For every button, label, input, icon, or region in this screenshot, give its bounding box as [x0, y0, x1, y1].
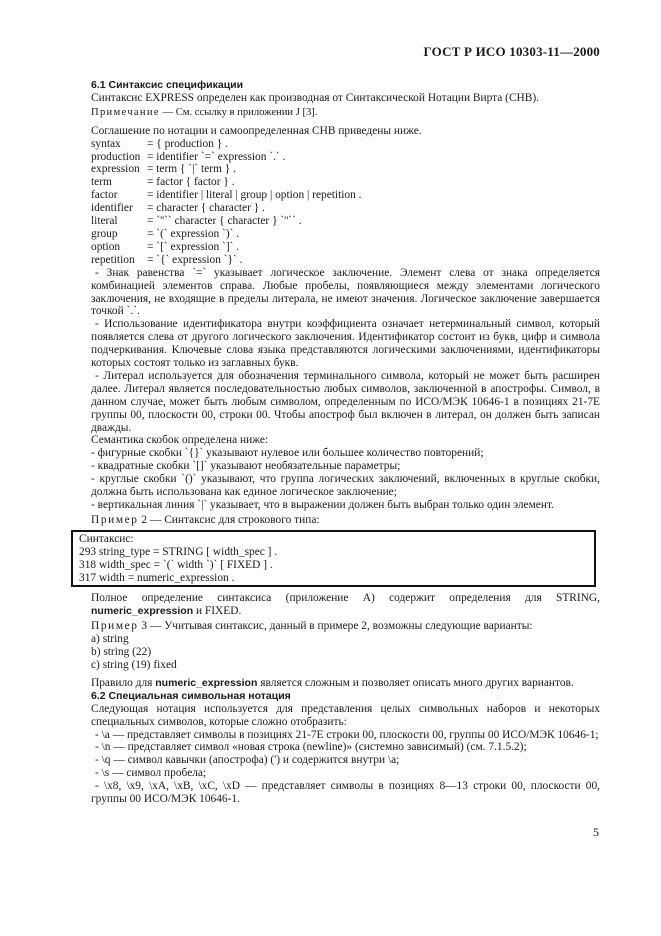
syntax-rule: [91, 254, 600, 267]
syntax-box: [71, 530, 596, 588]
syntax-rule: [91, 202, 600, 215]
syntax-rule: [91, 163, 600, 176]
syntax-rule: [91, 241, 600, 254]
bracket-item: - квадратные скобки `[]` указывают необязательные параметры;: [91, 460, 401, 473]
rule-def: = factor { factor } .: [147, 176, 235, 189]
notation-item: - \a — представляет символы в позициях 21-7Е строки 00, плоскости 00, группы 00 ИСО/МЭК 10646-1;: [95, 728, 599, 741]
syntax-rule: [91, 138, 600, 151]
example-text: 3 — Учитывая синтаксис, данный в примере 2, возможны следующие варианты:: [138, 620, 533, 633]
paragraph-s62-intro: Следующая нотация используется для представления целых символьных наборов и некоторых специальных символов, которые сложно отобразить:: [91, 702, 600, 728]
rule-name: literal: [91, 215, 118, 228]
paragraph-equals: - Знак равенства `=` указывает логическое заключение. Элемент слева от знака определяется комбинацией элементов справа. Любые пробелы, появляющиеся между элементами логического заключения, не входящие в пределы литерала, не имеют значения. Логическое заключение завершается точкой `.`.: [91, 266, 600, 318]
rule-def: = { production } .: [147, 137, 228, 150]
rule-name: expression: [91, 163, 140, 176]
bold-term: numeric_expression: [91, 605, 194, 618]
rule-name: factor: [91, 189, 118, 202]
syntax-rule: [91, 215, 600, 228]
bracket-item: - круглые скобки `()` указывают, что группа логических заключений, включенных в круглые скобки, должна быть использована как единое логическое заключение;: [91, 473, 600, 499]
notation-item: - \s — символ пробела;: [95, 767, 207, 780]
paragraph-rule: [91, 677, 600, 690]
rule-name: repetition: [91, 253, 135, 266]
document-header: ГОСТ Р ИСО 10303-11—2000: [423, 44, 600, 59]
page-number: 5: [593, 825, 599, 839]
paragraph-full-definition: [91, 592, 600, 618]
bracket-item: - вертикальная линия `|` указывает, что в выражении должен быть выбран только один элемент.: [91, 499, 554, 511]
section-heading-6-1: 6.1 Синтаксис спецификации: [91, 79, 244, 91]
example-label: Пример: [91, 620, 139, 633]
note: [91, 107, 600, 120]
rule-def: = identifier | literal | group | option | repetition .: [147, 189, 362, 202]
rule-def: = identifier `=` expression `.` .: [147, 150, 286, 163]
box-line: Синтаксис:: [79, 532, 134, 545]
variant-item: c) string (19) fixed: [91, 658, 177, 671]
text-run: Полное определение синтаксиса (приложение А) содержит определения для STRING,: [91, 592, 600, 605]
rule-def: = `[` expression `]` .: [147, 240, 240, 253]
notation-item: - \n — представляет символ «новая строка (newline)» (системно зависимый) (см. 7.1.5.2);: [95, 741, 527, 754]
paragraph-literal: - Литерал используется для обозначения терминального символа, который не может быть расширен далее. Литерал является последовательностью любых символов, заключенной в апострофы. Символ, в данном случае, может быть любым символом, определенным по ИСО/МЭК 10646-1 в позициях 21-7Е группы 00, плоскости 00, строки 00. Чтобы апостроф был включен в литерал, он должен быть записан дважды.: [91, 369, 600, 434]
variant-item: a) string: [91, 633, 129, 646]
example-2: [91, 514, 600, 527]
rule-def: = term { `|` term } .: [147, 163, 236, 176]
text-run: Правило для: [91, 676, 156, 689]
variant-item: b) string (22): [91, 646, 152, 659]
paragraph-identifier: - Использование идентификатора внутри коэффициента означает нетерминальный символ, который появляется слева от другого логического заключения. Идентификатор состоит из букв, цифр и символа подчеркивания. Ключевые слова языка представляются логическими заключениями, идентификаторы которых состоят только из заглавных букв.: [91, 318, 600, 370]
rule-def: = character { character } .: [147, 202, 265, 215]
syntax-rules: [91, 138, 600, 267]
syntax-rule: [91, 189, 600, 202]
section-heading-6-2: 6.2 Специальная символьная нотация: [91, 689, 291, 702]
bracket-item: - фигурные скобки `{}` указывают нулевое или большее количество повторений;: [91, 447, 484, 460]
example-text: 2 — Синтаксис для строкового типа:: [138, 513, 320, 526]
notation-item: - \x8, \x9, \xA, \xB, \xC, \xD — представляет символы в позициях 8—13 строки 00, плоскости 00, группы 00 ИСО/МЭК 10646-1.: [91, 780, 600, 806]
box-line: 318 width_spec = `(` width `)` [ FIXED ] .: [79, 558, 273, 571]
syntax-rule: [91, 151, 600, 164]
rule-def: = `''`` character { character } `''`` .: [147, 215, 302, 228]
rule-def: = `{` expression `}` .: [147, 253, 243, 266]
rule-name: production: [91, 150, 141, 163]
syntax-rule: [91, 176, 600, 189]
syntax-rule: [91, 228, 600, 241]
box-line: 293 string_type = STRING [ width_spec ] .: [79, 545, 278, 558]
note-text: — См. ссылку в приложении J [3].: [159, 106, 318, 118]
bold-term: numeric_expression: [155, 676, 258, 689]
note-label: Примечание: [91, 106, 160, 118]
page-body: [79, 79, 600, 806]
box-line: 317 width = numeric_expression .: [79, 571, 235, 584]
text-run: является сложным и позволяет описать много других вариантов.: [257, 676, 574, 689]
rule-name: identifier: [91, 202, 133, 215]
rule-def: = `(` expression `)` .: [147, 227, 240, 240]
rule-name: option: [91, 240, 121, 253]
rule-name: group: [91, 227, 118, 240]
text-run: и FIXED.: [193, 605, 242, 618]
example-3: [91, 620, 600, 633]
paragraph-intro: Синтаксис EXPRESS определен как производная от Синтаксической Нотации Вирта (СНВ).: [91, 91, 540, 104]
rule-name: term: [91, 176, 112, 189]
notation-item: - \q — символ кавычки (апострофа) (') и содержится внутри \a;: [95, 754, 400, 767]
example-label: Пример: [91, 513, 139, 526]
paragraph-agreement: Соглашение по нотации и самоопределенная СНВ приведены ниже.: [91, 124, 422, 137]
brackets-intro: Семантика скобок определена ниже:: [91, 434, 269, 447]
rule-name: syntax: [91, 137, 121, 150]
